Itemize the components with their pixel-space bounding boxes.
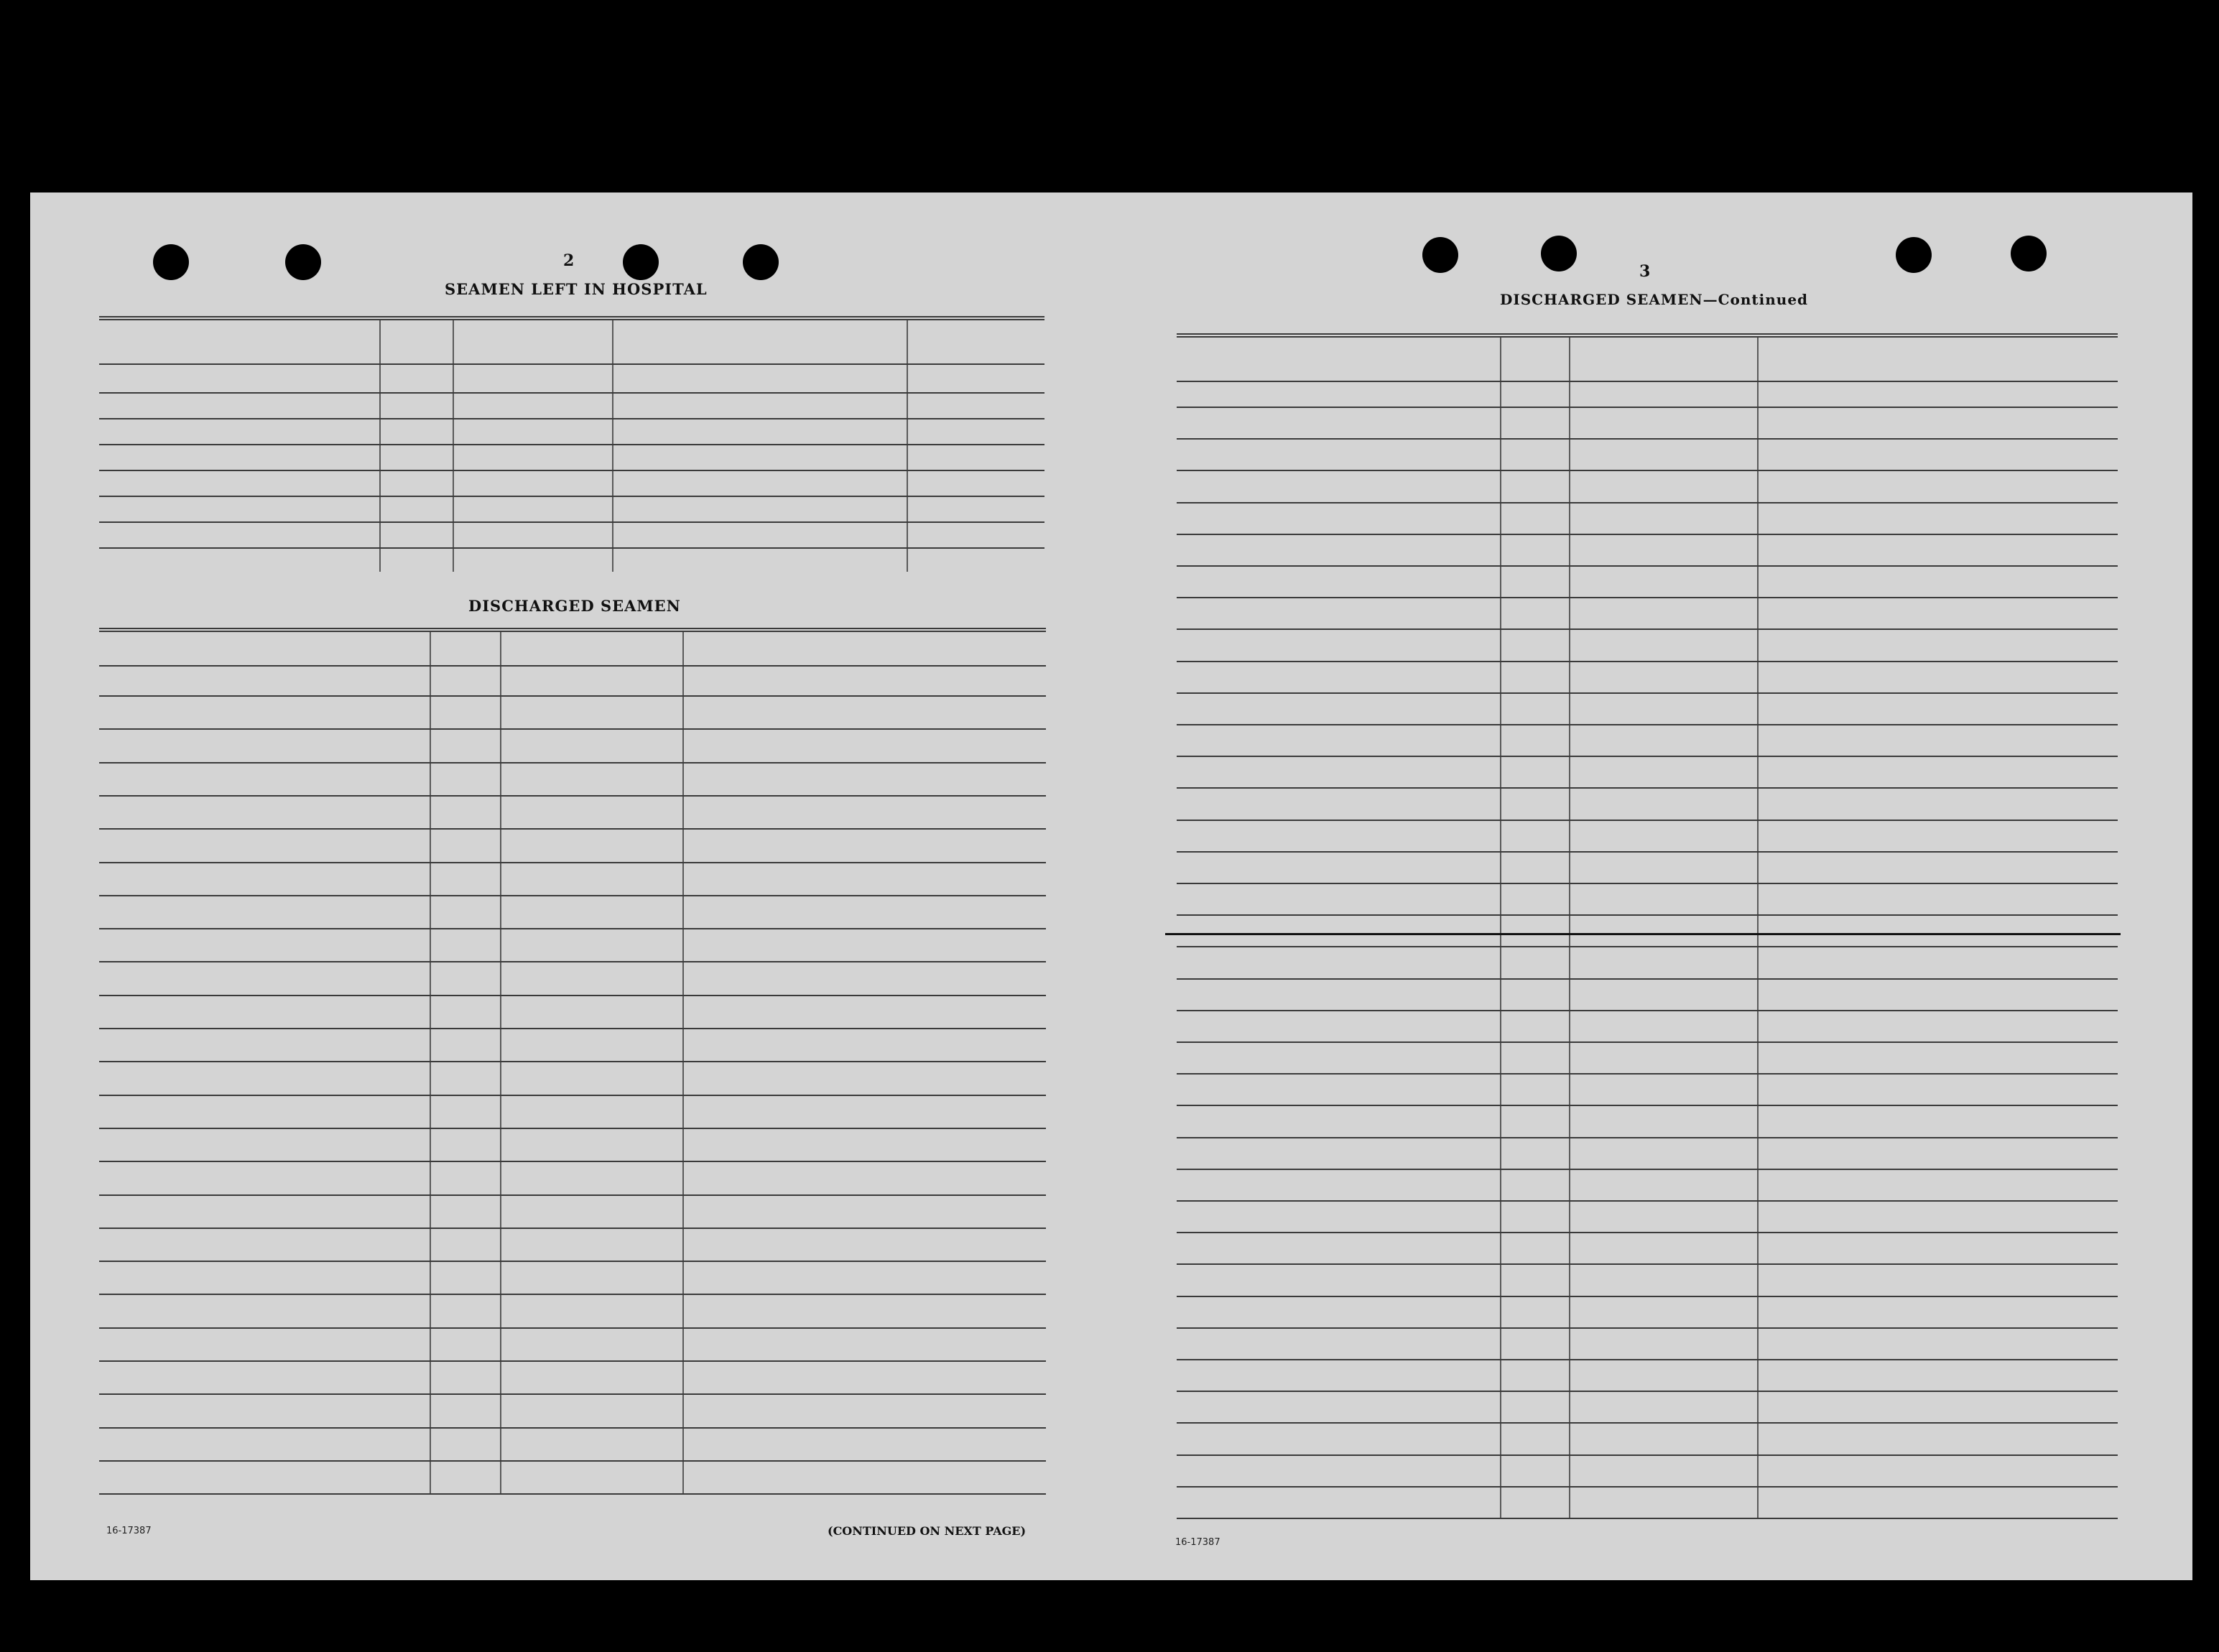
rule-line [99,418,1044,419]
hospital-title: SEAMEN LEFT IN HOSPITAL [445,280,708,298]
rule-line [1177,1137,2118,1138]
rule-line [1177,724,2118,725]
rule-line [1177,534,2118,535]
column-divider [379,320,381,572]
rule-line [1177,1391,2118,1392]
rule-line [1177,470,2118,471]
column-divider [1500,338,1501,1518]
table-top-rule [99,316,1044,317]
table-top-rule [99,319,1044,320]
punch-hole [743,244,779,280]
rule-line [99,1228,1046,1229]
rule-line [99,1460,1046,1462]
rule-line [1177,1296,2118,1297]
rule-line [99,1061,1046,1062]
rule-line [1177,1105,2118,1106]
rule-line [1177,438,2118,440]
continued-note: (CONTINUED ON NEXT PAGE) [828,1524,1027,1538]
rule-line [99,392,1044,394]
continued-title: DISCHARGED SEAMEN—Continued [1500,291,1809,308]
rule-line [1177,1169,2118,1170]
rule-line [99,862,1046,863]
rule-line [99,496,1044,497]
rule-line [99,1393,1046,1395]
rule-line [1177,1486,2118,1488]
column-divider [453,320,454,572]
table-top-rule [1177,333,2118,335]
rule-line [99,1028,1046,1029]
table-top-rule [99,628,1046,629]
rule-line [99,1261,1046,1262]
rule-line [99,1360,1046,1362]
table-top-rule [1177,336,2118,338]
table-top-rule [99,631,1046,632]
rule-line [1177,1359,2118,1360]
rule-line [99,695,1046,697]
rule-line [1177,1518,2118,1519]
rule-line [1177,1041,2118,1043]
rule-line [99,1327,1046,1329]
rule-line [99,828,1046,830]
punch-hole [1896,237,1932,273]
rule-line [99,1128,1046,1129]
rule-line [99,1493,1046,1495]
punch-hole [1422,237,1458,273]
left-form-number: 16-17387 [106,1526,152,1536]
rule-line [1177,1232,2118,1233]
rule-line [1177,1200,2118,1202]
rule-line [99,1294,1046,1295]
rule-line [1177,851,2118,853]
rule-line [99,895,1046,896]
right-page-number: 3 [1639,262,1651,281]
rule-line [99,728,1046,730]
rule-line [99,665,1046,667]
rule-line [99,547,1044,549]
column-divider [1757,338,1759,1518]
rule-line [99,470,1044,471]
discharged-title: DISCHARGED SEAMEN [468,597,681,615]
rule-line [99,1161,1046,1162]
rule-line [99,1194,1046,1196]
rule-line [1177,502,2118,504]
document-sheet [30,192,2192,1580]
rule-line [1177,1263,2118,1265]
rule-line [1177,661,2118,662]
rule-line [1177,1422,2118,1424]
rule-line [99,521,1044,523]
rule-line [1177,565,2118,567]
column-divider [612,320,613,572]
rule-line [99,363,1044,365]
rule-line [1177,756,2118,757]
right-form-number: 16-17387 [1175,1537,1220,1548]
rule-line [99,928,1046,929]
punch-hole [153,244,189,280]
strike-through-line [1165,933,2121,935]
column-divider [1569,338,1570,1518]
rule-line [1177,914,2118,916]
punch-hole [623,244,659,280]
punch-hole [285,244,321,280]
rule-line [99,795,1046,797]
rule-line [99,762,1046,764]
rule-line [1177,597,2118,598]
rule-line [1177,1073,2118,1075]
punch-hole [1541,236,1577,272]
rule-line [1177,628,2118,630]
rule-line [1177,1454,2118,1456]
rule-line [99,1095,1046,1096]
rule-line [99,1427,1046,1429]
rule-line [1177,946,2118,947]
rule-line [99,995,1046,996]
rule-line [1177,1010,2118,1011]
column-divider [907,320,908,572]
rule-line [1177,407,2118,408]
rule-line [1177,692,2118,694]
rule-line [1177,1327,2118,1329]
rule-line [1177,381,2118,382]
rule-line [1177,787,2118,789]
rule-line [1177,883,2118,884]
rule-line [99,961,1046,962]
left-page-number: 2 [563,251,575,270]
rule-line [99,444,1044,445]
rule-line [1177,978,2118,980]
rule-line [1177,820,2118,821]
punch-hole [2011,236,2047,272]
